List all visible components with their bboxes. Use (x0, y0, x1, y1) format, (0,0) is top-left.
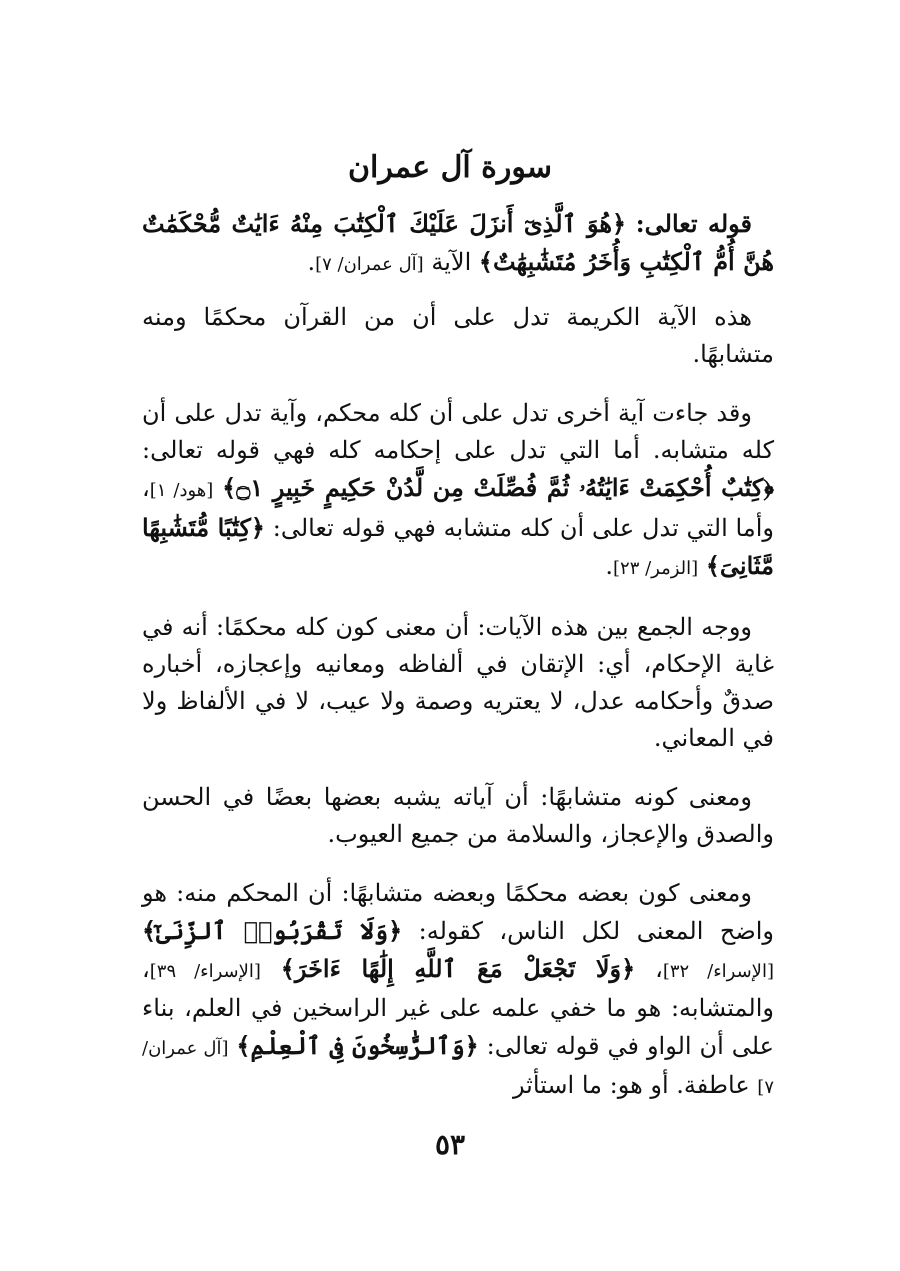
verse-reference: [الإسراء/ ٣٩] (149, 961, 261, 982)
quran-verse: كِتَٰبٌ أُحْكِمَتْ ءَايَٰتُهُۥ ثُمَّ فُصِّلَتْ مِن لَّدُنْ حَكِيمٍ خَبِيرٍ ۝١ (236, 473, 764, 502)
text-segment: ، (655, 955, 663, 983)
quran-bracket-open: ﴿ (612, 209, 627, 238)
paragraph-2: هذه الآية الكريمة تدل على أن من القرآن محكمًا ومنه متشابهًا. (142, 303, 774, 368)
quran-bracket-open: ﴿ (621, 954, 636, 983)
quran-bracket-open: ﴿ (250, 513, 265, 542)
quran-bracket-close: ﴾ (222, 473, 237, 502)
paragraph-5: ومعنى كونه متشابهًا: أن آياته يشبه بعضها بعضًا في الحسن والصدق والإعجاز، والسلامة من جميع العيوب. (142, 783, 774, 848)
paragraph-4: ووجه الجمع بين هذه الآيات: أن معنى كون كله محكمًا: أنه في غاية الإحكام، أي: الإتقان في ألفاظه ومعانيه وإعجازه، أخباره صدقٌ وأحكامه عدل، لا يعتريه وصمة ولا عيب، لا في الألفاظ ولا في المعاني. (142, 613, 774, 752)
verse-reference: [الزمر/ ٢٣] (613, 558, 699, 579)
page-number: ٥٣ (434, 1128, 466, 1161)
quran-verse: هُوَ ٱلَّذِىٓ أَنزَلَ عَلَيْكَ ٱلْكِتَٰبَ مِنْهُ ءَايَٰتٌ مُّحْكَمَٰتٌ هُنَّ أُمُّ ٱلْكِتَٰبِ وَأُخَرُ مُتَشَٰبِهَٰتٌ (142, 209, 774, 276)
quran-verse: وَلَا تَقْرَبُوا۟ ٱلزِّنَىٰٓ (156, 916, 389, 945)
paragraph-6 (142, 875, 774, 1106)
paragraph-3 (142, 395, 774, 587)
verse-tail: الآية (431, 248, 472, 276)
page-title: سورة آل عمران (347, 150, 553, 185)
page-body (142, 205, 774, 1128)
quran-verse: وَٱلرَّٰسِخُونَ فِى ٱلْعِلْمِ (250, 1031, 465, 1060)
quran-verse: كِتَٰبًا مُّتَشَٰبِهًا مَّثَانِىَ (142, 513, 774, 580)
quran-bracket-close: ﴾ (478, 247, 493, 276)
text-segment: ومعنى كون بعضه محكمًا وبعضه متشابهًا: أن المحكم منه: هو واضح المعنى لكل الناس، كقوله: (142, 879, 774, 945)
verse-reference: [آل عمران/ ٧] (142, 1038, 774, 1098)
quran-bracket-open: ﴿ (388, 916, 403, 945)
quran-bracket-open: ﴿ (763, 473, 774, 502)
text-segment: ، والمتشابه: هو ما خفي علمه على غير الراسخين في العلم، بناء على أن الواو في قوله تعالى: (142, 955, 774, 1060)
quran-verse: وَلَا تَجْعَلْ مَعَ ٱللَّهِ إِلَٰهًا ءَاخَرَ (294, 954, 622, 983)
quran-bracket-close: ﴾ (280, 954, 295, 983)
sentence-end: . (307, 248, 316, 276)
quran-bracket-close: ﴾ (705, 551, 720, 580)
text-segment: عاطفة. أو هو: ما استأثر (512, 1071, 750, 1099)
quran-bracket-open: ﴿ (464, 1031, 479, 1060)
quran-bracket-close: ﴾ (236, 1031, 251, 1060)
verse-reference: [الإسراء/ ٣٢] (662, 961, 774, 982)
quran-bracket-close: ﴾ (142, 916, 157, 945)
verse-reference: [هود/ ١] (149, 480, 214, 501)
text-segment: ، وأما التي تدل على أن كله متشابه فهي قوله تعالى: (142, 474, 774, 542)
text-segment: وقد جاءت آية أخرى تدل على أن كله محكم، وآية تدل على أن كله متشابه. أما التي تدل على إحكامه كله فهي قوله تعالى: (142, 399, 774, 464)
lead-phrase: قوله تعالى: (635, 209, 752, 238)
sentence-end: . (605, 552, 614, 580)
paragraph-verse-intro (142, 205, 774, 283)
verse-reference: [آل عمران/ ٧] (315, 254, 424, 275)
